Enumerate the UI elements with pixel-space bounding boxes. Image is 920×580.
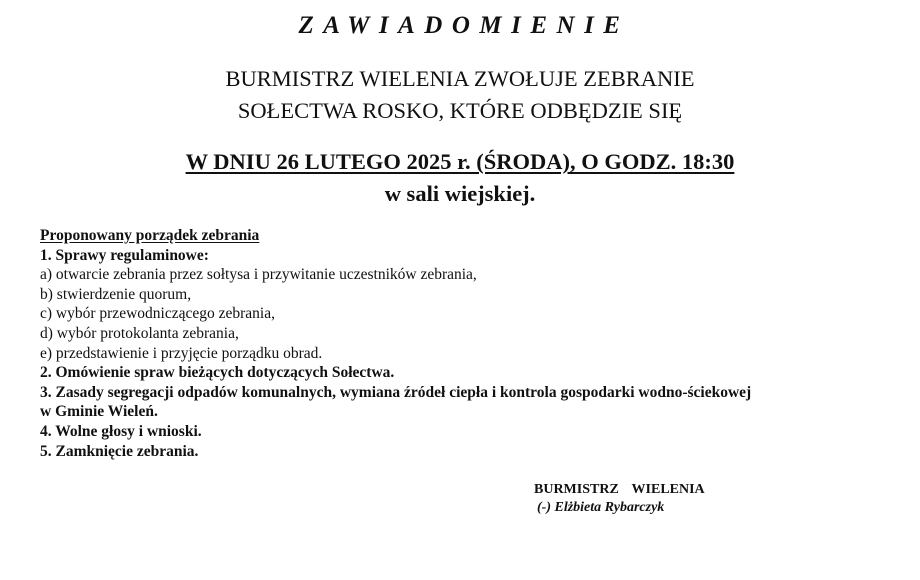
agenda-heading: Proponowany porządek zebrania (40, 227, 260, 244)
notice-title: ZAWIADOMIENIE (298, 12, 630, 39)
agenda-item-3: 3. Zasady segregacji odpadów komunalnych, wymiana źródeł ciepła i kontrola gospodarki wodno-ściekowej (40, 383, 752, 401)
agenda-subitem-d: d) wybór protokolanta zebrania, (40, 324, 239, 342)
subtitle-line-1: BURMISTRZ WIELENIA ZWOŁUJE ZEBRANIE (225, 66, 695, 91)
agenda-item-2: 2. Omówienie spraw bieżących dotyczących Sołectwa. (40, 364, 395, 382)
agenda-section (40, 226, 751, 461)
signature-role: BURMISTRZ WIELENIA (534, 482, 705, 497)
agenda-item-5: 5. Zamknięcie zebrania. (40, 442, 199, 460)
signature-name: (-) Elżbieta Rybarczyk (537, 500, 665, 515)
agenda-subitem-c: c) wybór przewodniczącego zebrania, (40, 305, 275, 323)
agenda-subitem-e: e) przedstawienie i przyjęcie porządku obrad. (40, 344, 323, 362)
signature-block (534, 481, 705, 517)
agenda-item-3-continued: w Gminie Wieleń. (40, 403, 158, 421)
meeting-date-line (0, 149, 920, 175)
agenda-subitem-a: a) otwarcie zebrania przez sołtysa i przywitanie uczestników zebrania, (40, 266, 477, 284)
agenda-item-1: 1. Sprawy regulaminowe: (40, 246, 209, 264)
subtitle-line-2: SOŁECTWA ROSKO, KTÓRE ODBĘDZIE SIĘ (237, 98, 683, 123)
agenda-item-4: 4. Wolne głosy i wnioski. (40, 422, 202, 440)
meeting-date-text: W DNIU 26 LUTEGO 2025 r. (ŚRODA), O GODZ. 18:30 (185, 149, 735, 174)
agenda-subitem-b: b) stwierdzenie quorum, (40, 285, 192, 303)
meeting-place-line: w sali wiejskiej. (384, 181, 536, 206)
